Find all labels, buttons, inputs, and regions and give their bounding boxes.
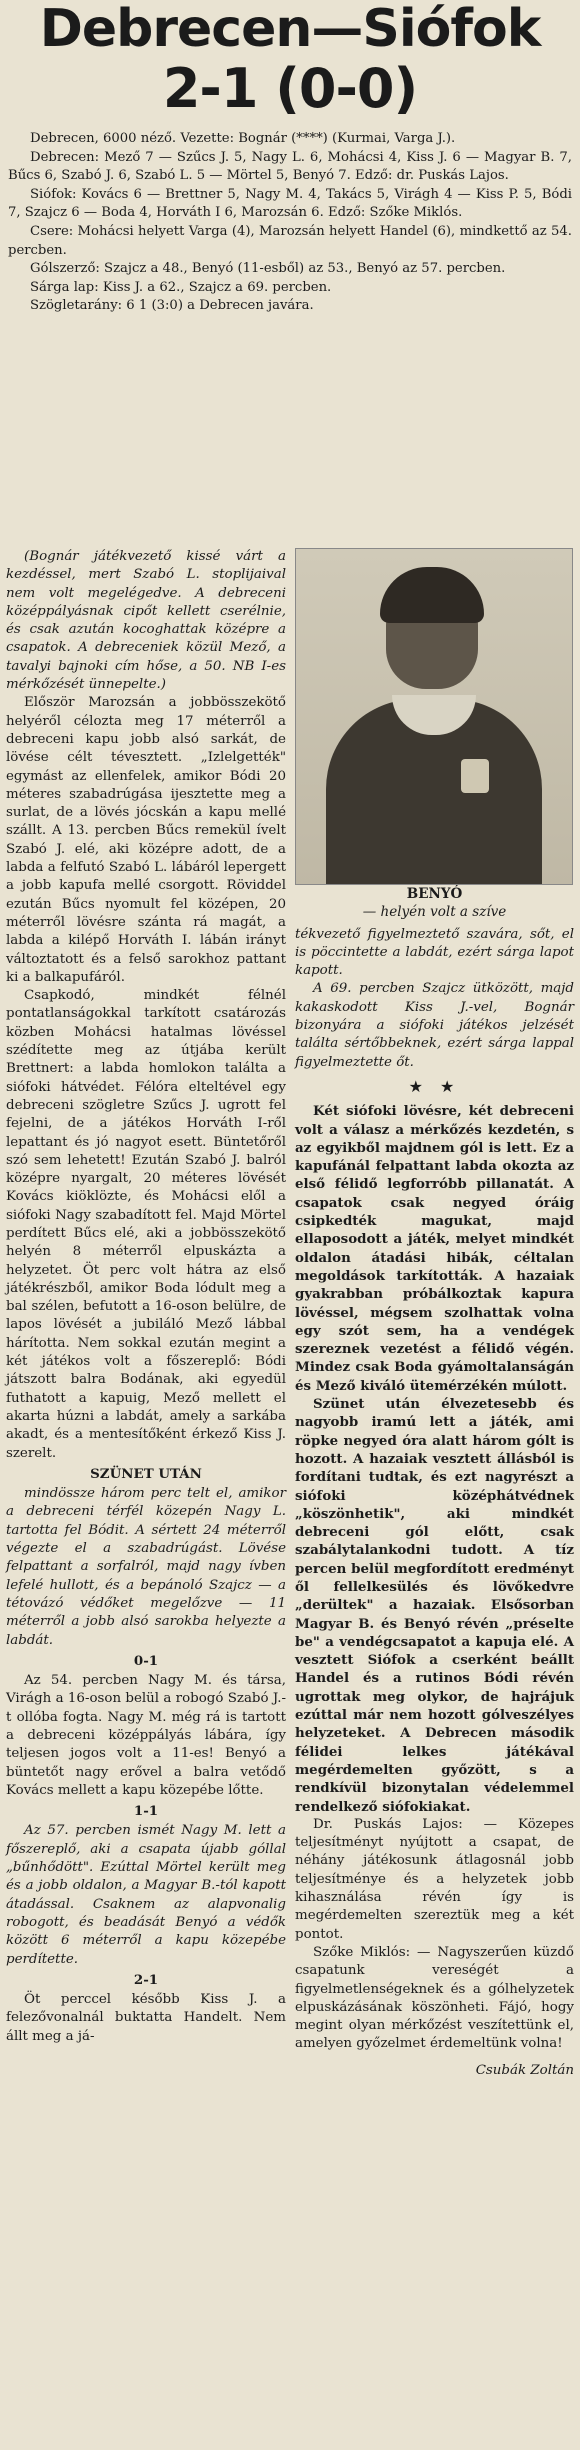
player-photo <box>295 548 573 885</box>
score-marker: 2-1 <box>133 1971 159 1988</box>
photo-caption: BENYÓ <box>406 886 463 902</box>
article-paragraph: mindössze három perc telt el, amikor a debreceni térfél közepén Nagy L. tartotta fel Bódit. A sértett 24 méterről végezte el a szabadrúgást. Lövése felpattant a sorfalról, majd nagy ívben lefelé hullott, és a bepánoló Szajcz — a tétovázó védőket megelőzve — 11 méterről a jobb alsó sarokba helyezte a labdát. <box>6 1486 286 1648</box>
facts-corners: Szögletarány: 6 1 (3:0) a Debrecen javára. <box>30 298 314 314</box>
coach-quote: Dr. Puskás Lajos: — Közepes teljesítményt nyújtott a csapat, de néhány játékosunk átlagosnál jobb teljesítménye és a helyzetek jobb kihasználása révén így is megérdemelten szereztük meg a két pontot. <box>295 1816 574 1942</box>
facts-siofok-lineup: Siófok: Kovács 6 — Brettner 5, Nagy M. 4, Takács 5, Virágh 4 — Kiss P. 5, Bódi 7, Szajcz 6 — Boda 4, Horváth I 6, Marozsán 6. Edző: Szőke Miklós. <box>8 186 572 221</box>
article-paragraph: A 69. percben Szajcz ütközött, majd kakaskodott Kiss J.-vel, Bognár bizonyára a siófoki játékos jelzését találta sértőbbeknek, ezért sárga lappal figyelmeztette őt. <box>295 981 574 1070</box>
facts-yellow-cards: Sárga lap: Kiss J. a 62., Szajcz a 69. percben. <box>30 279 332 295</box>
facts-debrecen-lineup: Debrecen: Mező 7 — Szűcs J. 5, Nagy L. 6, Mohácsi 4, Kiss J. 6 — Magyar B. 7, Bűcs 6, Szabó J. 6, Szabó L. 5 — Mörtel 5, Benyó 7. Edző: dr. Puskás Lajos. <box>8 149 572 184</box>
article-paragraph: Csapkodó, mindkét félnél pontatlanságokkal tarkított csatározás közben Mohácsi hatalmas lövéssel szédítette meg az útjába került Brettnert: a labda homlokon találta a siófoki hátvédet. Félóra elteltével egy debreceni szögletre Szűcs J. ugrott fel fejelni, de a játékos Horváth I-ről lepattant és jó nagyot esett. Büntetőről szó sem lehetett! Ezután Szabó J. balról középre nyargalt, 20 méteres lövését Kovács kiöklözte, és Mohácsi elől a siófoki Nagy szabadított fel. Majd Mörtel perdített Bűcs elé, aki a jobbösszekötő helyén 8 méterről elpuskázta a helyzetet. Öt perc volt hátra az első játékrészből, amikor Boda lódult meg a bal szélen, befutott a 16-oson belülre, de lapos lövését a jubiláló Mező lábbal hárította. Nem sokkal ezután megint a két játékos volt a főszereplő: Bódi játszott balra Bodának, aki egyedül futhatott a kapuig, Mező mellett el akarta húzni a labdát, amely a sarkába akadt, és a mentesítőként érkező Kiss J. szerelt. <box>6 988 286 1461</box>
section-heading: SZÜNET UTÁN <box>90 1465 202 1482</box>
headline-score: 2-1 (0-0) <box>162 57 418 120</box>
article-paragraph: Az 57. percben ismét Nagy M. lett a főszereplő, aki a csapata újabb góllal „bűnhődött". Ezúttal Mörtel került meg és a jobb oldalon, a Magyar B.-tól kapott átadással. Csaknem az alapvonalig robogott, és beadását Benyó a védők között 6 méterről a kapu közepébe perdítette. <box>6 1823 286 1967</box>
match-facts <box>8 130 572 316</box>
intro-paragraph: (Bognár játékvezető kissé várt a kezdéssel, mert Szabó L. stoplijaival nem volt megelégedve. A debreceni középpályásnak cipőt kellett cserélnie, és csak azután kocoghattak középre a csapatok. A debreceniek közül Mező, a tavalyi bajnoki cím hőse, a 50. NB I-es mérkőzését ünnepelte.) <box>6 549 286 693</box>
right-column <box>295 548 574 2080</box>
analysis-paragraph: Két siófoki lövésre, két debreceni volt a válasz a mérkőzés kezdetén, s az egyikből majdnem gól is lett. Ez a kapufánál felpattant labda okozta az első félidő legforróbb pillanatát. A csapatok csak negyed óráig csipkedték magukat, majd ellaposodott a játék, melyet mindkét oldalon átadási hibák, céltalan megoldások tarkították. A hazaiak gyakrabban próbálkoztak kapura lövéssel, mégsem szolhattak volna egy szót sem, ha a vendégek szereznek vezetést a félidő végén. Mindez csak Boda gyámoltalanságán és Mező kiváló ütemérzékén múlott. <box>295 1103 574 1394</box>
article-paragraph: Először Marozsán a jobbösszekötő helyéről célozta meg 17 méterről a debreceni kapu jobb alsó sarkát, de lövése célt tévesztett. „Izlelgették" egymást az ellenfelek, amikor Bódi 20 méteres szabadrúgása ijesztette meg a surlat, de a lövés jócskán a kapu mellé szállt. A 13. percben Bűcs remekül ívelt Szabó J. elé, aki középre adott, de a labda a felfutó Szabó L. lábáról lepergett a jobb kapufa mellé csorgott. Röviddel ezután Bűcs nyomult fel középen, 20 méterről lövésre szánta rá magát, a labda a kilépő Horváth I. lábán irányt változtatott és a felső sarokhoz pattant ki a balkapufáról. <box>6 695 286 985</box>
photo-caption-subtitle: — helyén volt a szíve <box>362 904 507 921</box>
facts-substitutions: Csere: Mohácsi helyett Varga (4), Marozsán helyett Handel (6), mindkettő az 54. percben. <box>8 223 572 258</box>
left-column <box>6 548 286 2046</box>
score-marker: 0-1 <box>133 1652 159 1669</box>
article-paragraph: Öt perccel később Kiss J. a felezővonalnál buktatta Handelt. Nem állt meg a já- <box>6 1992 286 2044</box>
article-paragraph: Az 54. percben Nagy M. és társa, Virágh a 16-oson belül a robogó Szabó J.-t ollóba fogta. Nagy M. még rá is tartott a debreceni középpályás lábára, így teljesen jogos volt a 11-es! Benyó a büntetőt nagy erővel a balra vetődő Kovács mellett a kapu közepébe lőtte. <box>6 1673 286 1798</box>
separator-stars: ★ ★ <box>408 1076 461 1096</box>
analysis-paragraph: Szünet után élvezetesebb és nagyobb iramú lett a játék, ami röpke negyed óra alatt három gólt is hozott. A hazaiak vesztett állásból is fordítani tudtak, és ezt nagyrészt a siófoki középhátvédnek „köszönhetik", aki mindkét debreceni gól előtt, csak szabálytalankodni tudott. A tíz percen belül megfordított eredményt ől fellelkesülés és lövőkedvre „derültek" a hazaiak. Elsősorban Magyar B. és Benyó révén „préselte be" a vendégcsapatot a kapuja elé. A vesztett Siófok a cserként beállt Handel és a rutinos Bódi révén ugrottak meg olykor, de hajrájuk ezúttal már nem hozott gólveszélyes helyzeteket. A Debrecen második félidei lelkes játékával megérdemelten győzött, s a rendkívül bizonytalan védelemmel rendelkező siófokiakat. <box>295 1396 574 1815</box>
author-signature: Csubák Zoltán <box>475 2062 574 2078</box>
score-marker: 1-1 <box>133 1803 159 1820</box>
article-paragraph: tékvezető figyelmeztető szavára, sőt, el is pöccintette a labdát, ezért sárga lapot kapott. <box>295 926 574 979</box>
facts-venue: Debrecen, 6000 néző. Vezette: Bognár (****) (Kurmai, Varga J.). <box>30 131 456 146</box>
coach-quote: Szőke Miklós: — Nagyszerűen küzdő csapatunk vereségét a figyelmetlenségeknek és a gólhelyzetek elpuskázásának köszönheti. Fájó, hogy megint olyan mérkőzést veszítettünk el, amelyen győzelmet érdemeltünk volna! <box>295 1944 574 2052</box>
facts-scorers: Gólszerző: Szajcz a 48., Benyó (11-esből) az 53., Benyó az 57. percben. <box>30 261 506 277</box>
headline-teams: Debrecen—Siófok <box>39 0 541 59</box>
